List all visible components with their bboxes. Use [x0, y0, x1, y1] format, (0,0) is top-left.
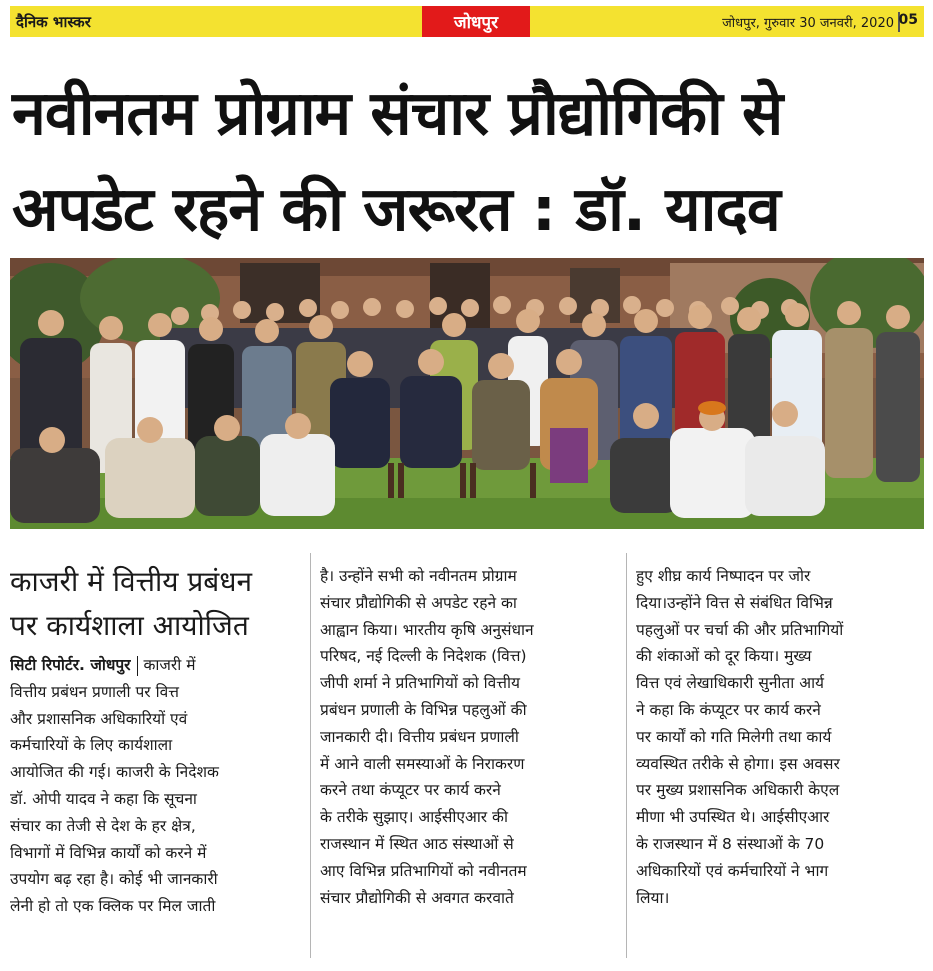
column-divider: [626, 553, 627, 958]
group-photo: [10, 258, 924, 529]
article-line: उपयोग बढ़ रहा है। कोई भी जानकारी: [10, 870, 218, 889]
article-line: पहलुओं पर चर्चा की और प्रतिभागियों: [636, 620, 844, 639]
article-line: विभागों में विभिन्न कार्यों को करने में: [10, 843, 207, 862]
article-line: प्रबंधन प्रणाली के विभिन्न पहलुओं की: [320, 700, 527, 719]
article-line: राजस्थान में स्थित आठ संस्थाओं से: [320, 834, 514, 853]
article-line: कर्मचारियों के लिए कार्यशाला: [10, 736, 173, 755]
article-line: में आने वाली समस्याओं के निराकरण: [320, 754, 525, 773]
article-line: आए विभिन्न प्रतिभागियों को नवीनतम: [320, 861, 527, 880]
article-line: की शंकाओं को दूर किया। मुख्य: [636, 647, 812, 666]
article-text: काजरी में: [143, 656, 196, 674]
article-line: संचार प्रौद्योगिकी से अपडेट रहने का: [320, 593, 517, 612]
article-line: मीणा भी उपस्थित थे। आईसीएआर: [636, 808, 830, 827]
city-edition-tag: जोधपुर: [422, 6, 530, 37]
article-line: हुए शीघ्र कार्य निष्पादन पर जोर: [636, 567, 811, 585]
article-line: आयोजित की गई। काजरी के निदेशक: [10, 763, 219, 782]
sub-headline: [10, 560, 300, 648]
article-line: जानकारी दी। वित्तीय प्रबंधन प्रणाली: [320, 727, 519, 746]
article-line: वित्त एवं लेखाधिकारी सुनीता आर्य: [636, 674, 825, 693]
article-line: और प्रशासनिक अधिकारियों एवं: [10, 709, 188, 728]
newspaper-brand: दैनिक भास्कर: [16, 13, 91, 31]
article-line: वित्तीय प्रबंधन प्रणाली पर वित्त: [10, 682, 179, 701]
article-line: है। उन्होंने सभी को नवीनतम प्रोग्राम: [320, 567, 517, 585]
article-column-2: [320, 563, 616, 911]
article-line: पर मुख्य प्रशासनिक अधिकारी केएल: [636, 781, 840, 800]
article-column-1: [10, 652, 300, 920]
article-line: लेनी हो तो एक क्लिक पर मिल जाती: [10, 897, 216, 916]
article-line: डॉ. ओपी यादव ने कहा कि सूचना: [10, 789, 197, 808]
byline: सिटी रिपोर्टर. जोधपुर: [10, 656, 131, 674]
article-column-3: [636, 563, 926, 911]
article-line: पर कार्यों को गति मिलेगी तथा कार्य: [636, 727, 832, 746]
article-line: लिया।: [636, 888, 670, 907]
article-line: अधिकारियों एवं कर्मचारियों ने भाग: [636, 861, 829, 880]
article-line: परिषद, नई दिल्ली के निदेशक (वित्त): [320, 647, 527, 666]
article-line: के तरीके सुझाए। आईसीएआर की: [320, 808, 508, 827]
masthead-bar: [10, 6, 924, 37]
headline-line-1: नवीनतम प्रोग्राम संचार प्रौद्योगिकी से: [12, 78, 783, 149]
article-line: [10, 652, 300, 679]
article-line: दिया।उन्होंने वित्त से संबंधित विभिन्न: [636, 593, 833, 612]
headline-line-2: अपडेट रहने की जरूरत : डॉ. यादव: [12, 174, 780, 245]
article-line: के राजस्थान में 8 संस्थाओं के 70: [636, 834, 825, 853]
article-line: जीपी शर्मा ने प्रतिभागियों को वित्तीय: [320, 674, 520, 693]
article-line: संचार प्रौद्योगिकी से अवगत करवाते: [320, 888, 514, 907]
sub-headline-line-2: पर कार्यशाला आयोजित: [10, 609, 249, 642]
article-line: आह्वान किया। भारतीय कृषि अनुसंधान: [320, 620, 534, 639]
article-line: व्यवस्थित तरीके से होगा। इस अवसर: [636, 754, 840, 773]
column-divider: [310, 553, 311, 958]
page-number: 05: [898, 12, 918, 28]
headline: [12, 66, 926, 258]
article-line: संचार का तेजी से देश के हर क्षेत्र,: [10, 816, 196, 835]
sub-headline-line-1: काजरी में वित्तीय प्रबंधन: [10, 565, 253, 598]
article-line: ने कहा कि कंप्यूटर पर कार्य करने: [636, 700, 821, 719]
dateline: जोधपुर, गुरुवार 30 जनवरी, 2020: [722, 16, 894, 31]
group-photo-illustration: [10, 258, 924, 529]
article-line: करने तथा कंप्यूटर पर कार्य करने: [320, 781, 501, 800]
